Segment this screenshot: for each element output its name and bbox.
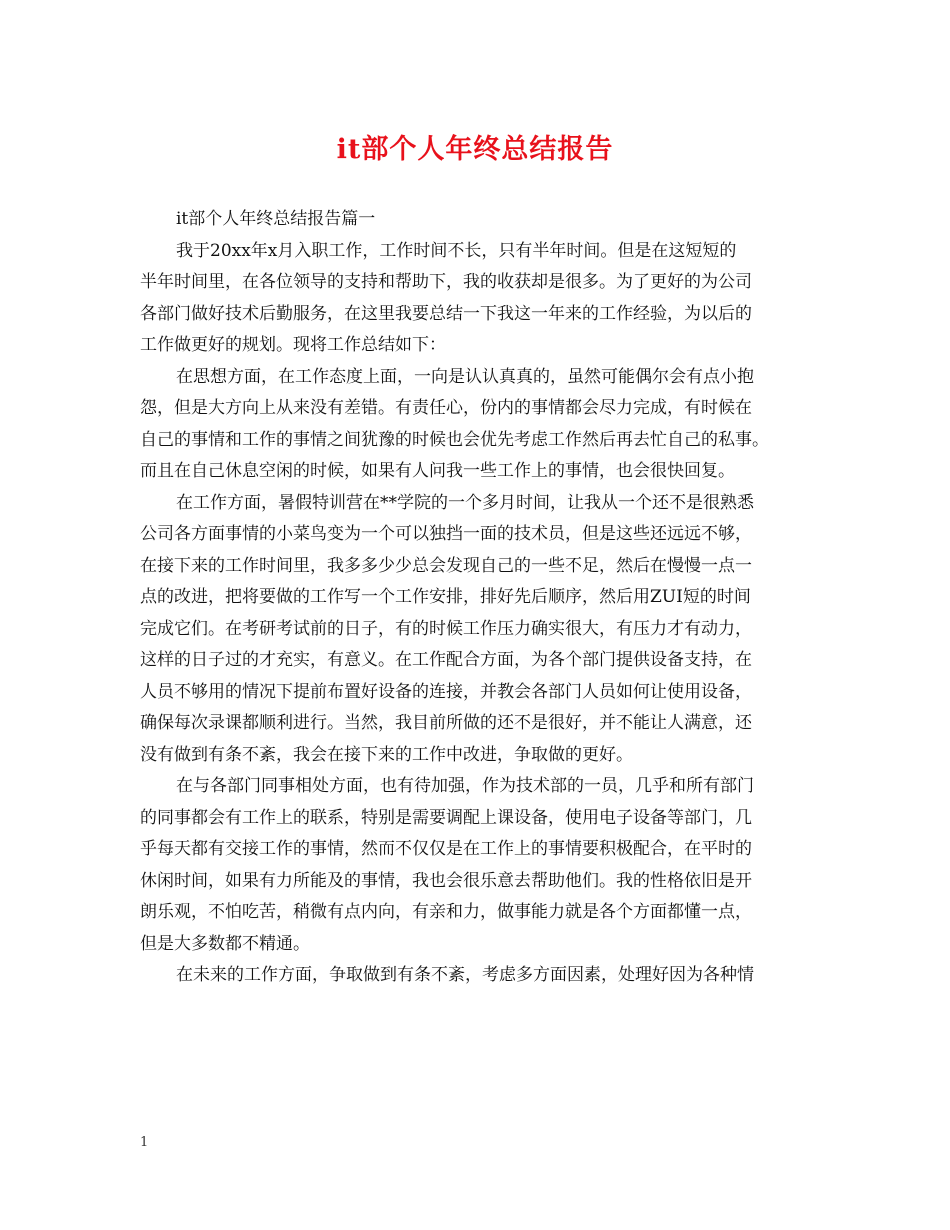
paragraph-line: 人员不够用的情况下提前布置好设备的连接，并教会各部门人员如何让使用设备，: [140, 681, 752, 702]
paragraph-line: 乎每天都有交接工作的事情，然而不仅仅是在工作上的事情要积极配合，在平时的: [140, 839, 752, 859]
paragraph-first-line: 在未来的工作方面，争取做到有条不紊，考虑多方面因素，处理好因为各种情: [176, 965, 754, 985]
paragraph-line: 没有做到有条不紊，我会在接下来的工作中改进，争取做的更好。: [140, 744, 633, 765]
paragraph-line: 怨，但是大方向上从来没有差错。有责任心，份内的事情都会尽力完成，有时候在: [140, 398, 752, 418]
paragraph-first-line: 在工作方面，暑假特训营在**学院的一个多月时间，让我从一个还不是很熟悉: [176, 492, 754, 513]
paragraph-line: 而且在自己休息空闲的时候，如果有人问我一些工作上的事情，也会很快回复。: [140, 461, 735, 481]
paragraph-line: 在接下来的工作时间里，我多多少少总会发现自己的一些不足，然后在慢慢一点一: [140, 555, 752, 576]
paragraph-first-line: 在思想方面，在工作态度上面，一向是认认真真的，虽然可能偶尔会有点小抱: [176, 366, 754, 387]
document-title: it部个人年终总结报告: [336, 134, 614, 165]
paragraph-line: 工作做更好的规划。现将工作总结如下：: [140, 335, 446, 355]
paragraph-line: 朗乐观，不怕吃苦，稍微有点内向，有亲和力，做事能力就是各个方面都懂一点，: [140, 902, 752, 922]
paragraph-first-line: 在与各部门同事相处方面，也有待加强，作为技术部的一员，几乎和所有部门: [176, 776, 754, 796]
paragraph-line: 但是大多数都不精通。: [140, 933, 310, 954]
document-body: [140, 204, 816, 992]
paragraph-line: 各部门做好技术后勤服务，在这里我要总结一下我这一年来的工作经验，为以后的: [140, 303, 752, 324]
paragraph-line: 这样的日子过的才充实，有意义。在工作配合方面，为各个部门提供设备支持，在: [140, 650, 752, 670]
paragraph-first-line: it部个人年终总结报告篇一: [176, 209, 376, 229]
paragraph-line: 公司各方面事情的小菜鸟变为一个可以独挡一面的技术员，但是这些还远远不够，: [140, 524, 752, 544]
paragraph-line: 休闲时间，如果有力所能及的事情，我也会很乐意去帮助他们。我的性格依旧是开: [140, 870, 752, 891]
paragraph-first-line: 我于20xx年x月入职工作，工作时间不长，只有半年时间。但是在这短短的: [176, 240, 737, 261]
paragraph-line: 点的改进，把将要做的工作写一个工作安排，排好先后顺序，然后用ZUI短的时间: [140, 587, 751, 607]
paragraph-line: 确保每次录课都顺利进行。当然，我目前所做的还不是很好，并不能让人满意，还: [140, 713, 752, 733]
paragraph-line: 完成它们。在考研考试前的日子，有的时候工作压力确实很大，有压力才有动力，: [140, 618, 752, 639]
paragraph-line: 自己的事情和工作的事情之间犹豫的时候也会优先考虑工作然后再去忙自己的私事。: [140, 429, 769, 450]
paragraph-line: 半年时间里，在各位领导的支持和帮助下，我的收获却是很多。为了更好的为公司: [140, 272, 752, 292]
page-number: 1: [140, 1135, 149, 1150]
paragraph-line: 的同事都会有工作上的联系，特别是需要调配上课设备，使用电子设备等部门，几: [140, 807, 752, 828]
